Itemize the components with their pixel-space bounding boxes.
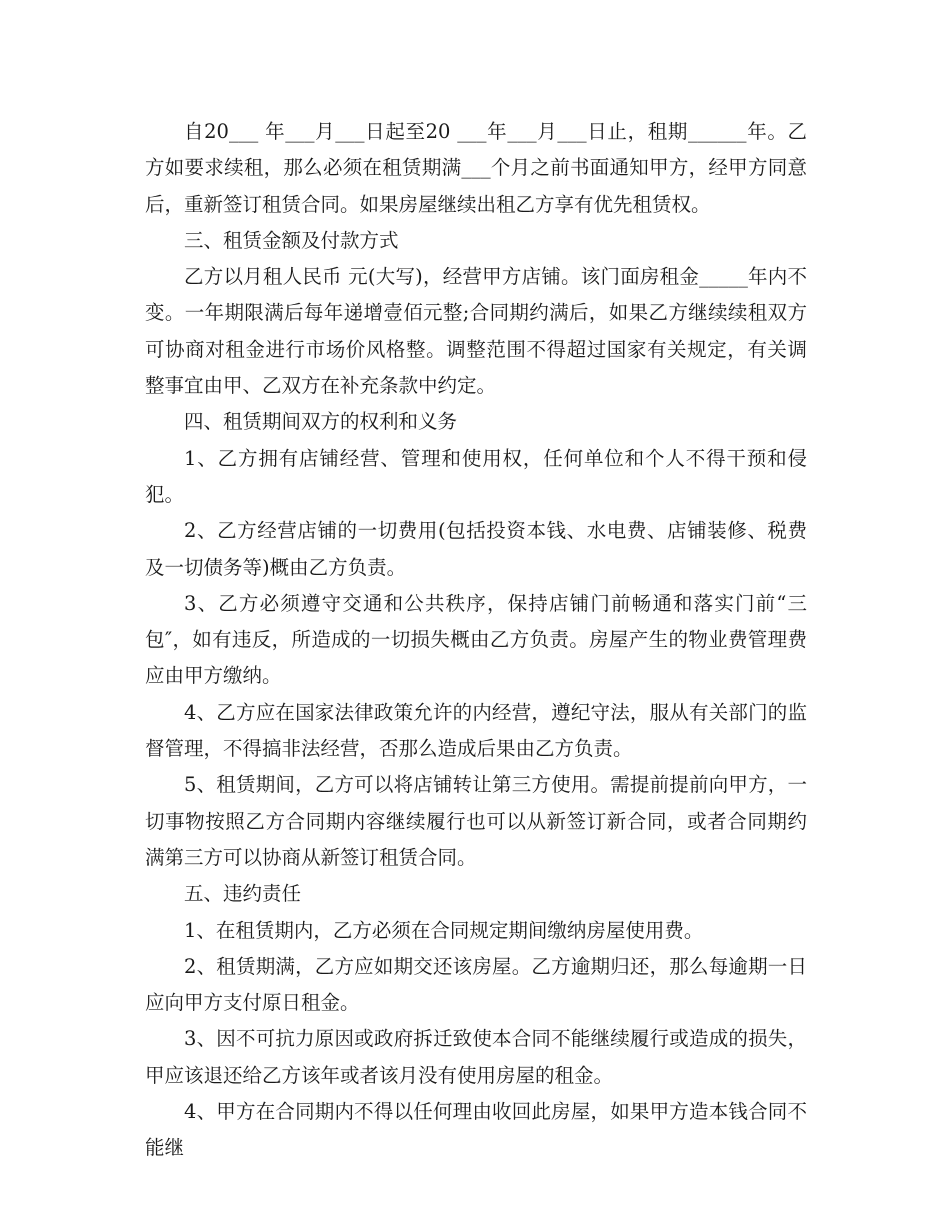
heading-rent-amount-payment: 三、租赁金额及付款方式 [184, 228, 399, 252]
clause-4-2: 2、乙方经营店铺的一切费用(包括投资本钱、水电费、店铺装修、税费及一切债务等)概由乙方负责。 [145, 519, 807, 579]
heading-rights-obligations: 四、租赁期间双方的权利和义务 [184, 410, 458, 434]
paragraph-lease-term: 自20___ 年___月___日起至20 ___年___月___日止，租期______年。乙方如要求续租，那么必须在租赁期满___个月之前书面通知甲方，经甲方同意后，重新签订租赁合同。如果房屋继续出租乙方享有优先租赁权。 [145, 120, 807, 216]
clause-5-4: 4、甲方在合同期内不得以任何理由收回此房屋，如果甲方造本钱合同不能继 [145, 1100, 807, 1160]
clause-4-1: 1、乙方拥有店铺经营、管理和使用权，任何单位和个人不得干预和侵犯。 [145, 446, 807, 506]
clause-5-1: 1、在租赁期内，乙方必须在合同规定期间缴纳房屋使用费。 [184, 918, 704, 942]
heading-breach-liability: 五、违约责任 [184, 882, 302, 906]
paragraph-rent-amount: 乙方以月租人民币 元(大写)，经营甲方店铺。该门面房租金_____年内不变。一年期限满后每年递增壹佰元整;合同期约满后，如果乙方继续续租双方可协商对租金进行市场价风格整。调整范围不得超过国家有关规定，有关调整事宜由甲、乙双方在补充条款中约定。 [145, 265, 807, 398]
clause-4-5: 5、租赁期间，乙方可以将店铺转让第三方使用。需提前提前向甲方，一切事物按照乙方合同期内容继续履行也可以从新签订新合同，或者合同期约满第三方可以协商从新签订租赁合同。 [145, 773, 807, 869]
clause-4-3: 3、乙方必须遵守交通和公共秩序，保持店铺门前畅通和落实门前“三包″，如有违反，所造成的一切损失概由乙方负责。房屋产生的物业费管理费应由甲方缴纳。 [145, 591, 807, 688]
clause-4-4: 4、乙方应在国家法律政策允许的内经营，遵纪守法，服从有关部门的监督管理，不得搞非法经营，否那么造成后果由乙方负责。 [145, 700, 807, 761]
clause-5-3: 3、因不可抗力原因或政府拆迁致使本合同不能继续履行或造成的损失，甲应该退还给乙方该年或者该月没有使用房屋的租金。 [145, 1027, 807, 1087]
clause-5-2: 2、租赁期满，乙方应如期交还该房屋。乙方逾期归还，那么每逾期一日应向甲方支付原日租金。 [145, 954, 807, 1015]
document-body [145, 114, 807, 1167]
